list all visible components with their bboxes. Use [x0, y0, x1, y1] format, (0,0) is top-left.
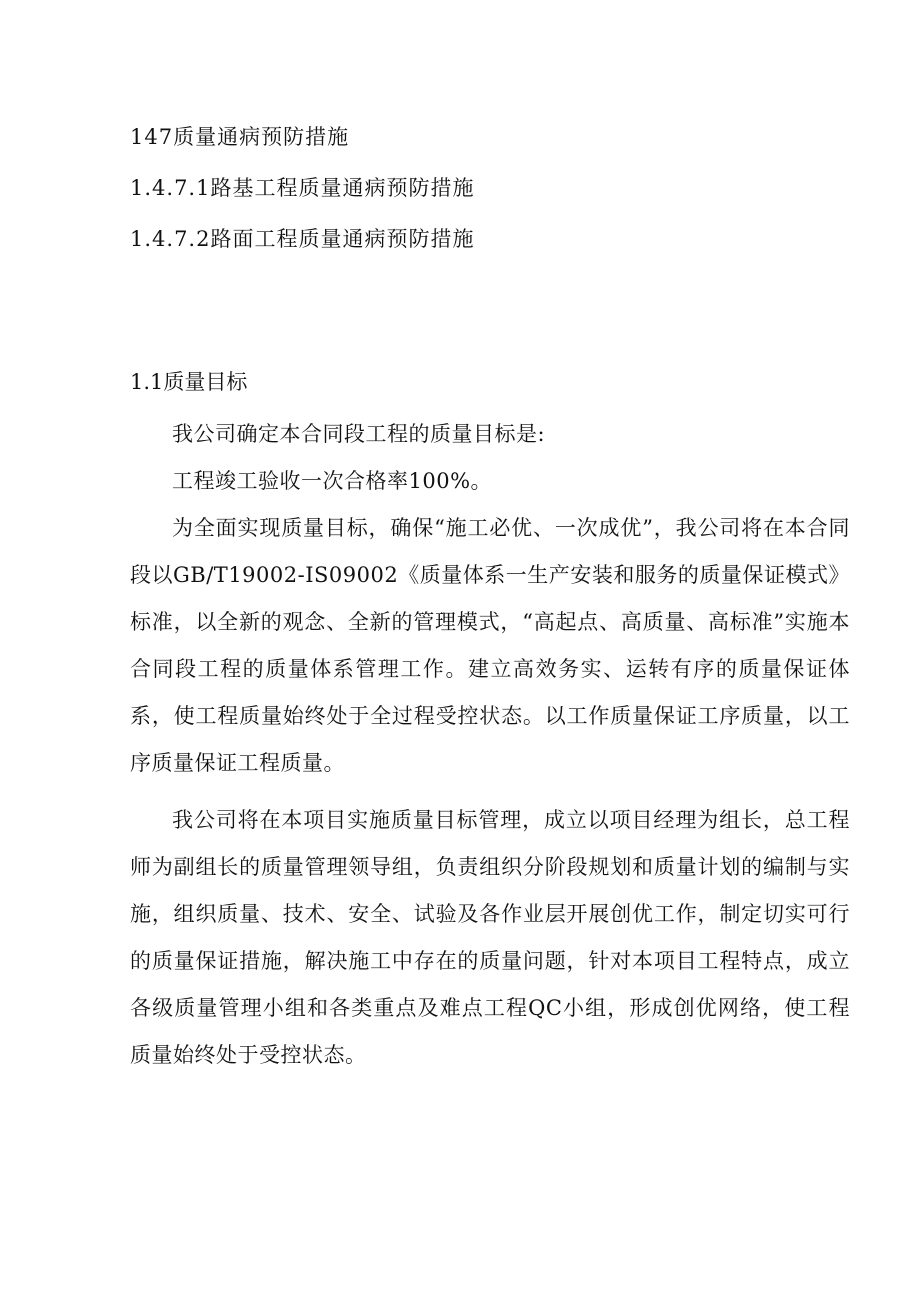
paragraph-quality-management: 我公司将在本项目实施质量目标管理，成立以项目经理为组长，总工程师为副组长的质量管理领导组，负责组织分阶段规划和质量计划的编制与实施，组织质量、技术、安全、试验及各作业层开展创优工作，制定切实可行的质量保证措施，解决施工中存在的质量问题，针对本项目工程特点，成立各级质量管理小组和各类重点及难点工程QC小组，形成创优网络，使工程质量始终处于受控状态。 [130, 808, 850, 1067]
toc-item-1-4-7: 147质量通病预防措施 [130, 125, 350, 149]
paragraph-quality-system: 为全面实现质量目标，确保“施工必优、一次成优”，我公司将在本合同段以GB/T19002-IS09002《质量体系一生产安装和服务的质量保证模式》标准，以全新的观念、全新的管理模式，“高起点、高质量、高标准”实施本合同段工程的质量体系管理工作。建立高效务实、运转有序的质量保证体系，使工程质量始终处于全过程受控状态。以工作质量保证工序质量，以工序质量保证工程质量。 [130, 516, 850, 775]
paragraph-acceptance-rate: 工程竣工验收一次合格率100%。 [172, 469, 493, 493]
paragraph-quality-target-intro: 我公司确定本合同段工程的质量目标是: [172, 422, 546, 446]
toc-item-1-4-7-1: 1.4.7.1路基工程质量通病预防措施 [130, 176, 475, 200]
section-heading-quality-target: 1.1质量目标 [130, 370, 248, 394]
toc-item-1-4-7-2: 1.4.7.2路面工程质量通病预防措施 [130, 227, 475, 251]
